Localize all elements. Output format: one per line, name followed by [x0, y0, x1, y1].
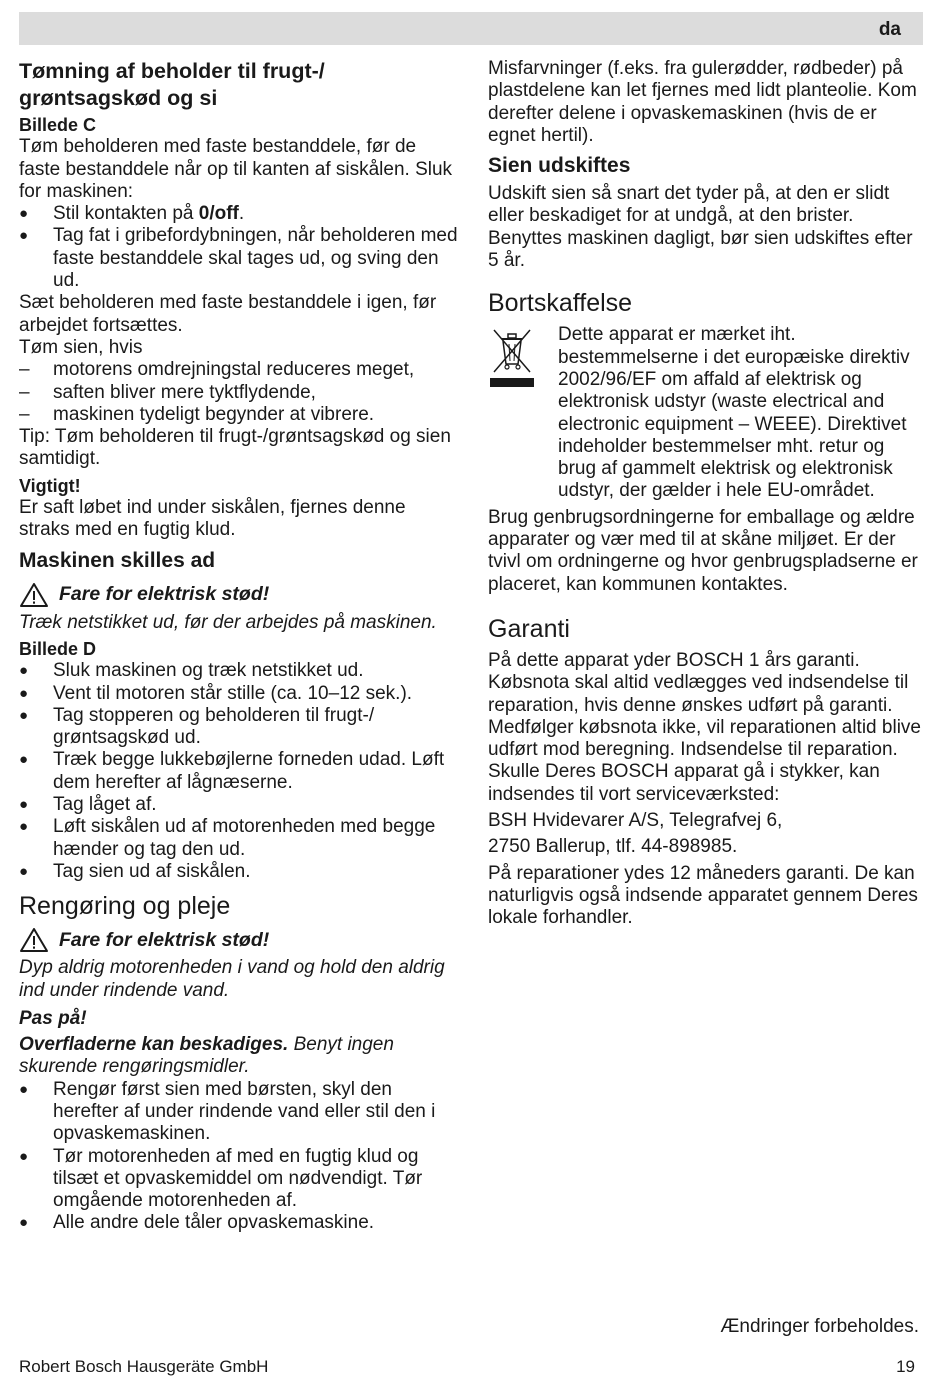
important-label: Vigtigt!: [19, 475, 81, 496]
discoloration-text: Misfarvninger (f.eks. fra gulerødder, rødbeder) på plastdelene kan let fjernes med lidt planteolie. Kom derefter delene i opvaskemaskinen (hvis de er egnet hertil).: [488, 58, 917, 146]
section-title-warranty: Garanti: [488, 614, 570, 643]
list-item: ● Tag låget af.: [19, 794, 459, 816]
list-item: – maskinen tydeligt begynder at vibrere.: [19, 404, 459, 426]
weee-block: [488, 324, 923, 502]
section-title-disassembly: Maskinen skilles ad: [19, 548, 216, 572]
list-item: ● Tag fat i gribefordybningen, når beholderen med faste bestanddele skal tages ud, og sving den ud.: [19, 225, 459, 292]
section-title-disposal: Bortskaffelse: [488, 289, 633, 318]
list-item: ● Alle andre dele tåler opvaskemaskine.: [19, 1212, 459, 1234]
list-item: ● Løft siskålen ud af motorenheden med begge hænder og tag den ud.: [19, 816, 459, 861]
sieve-conditions: [19, 359, 459, 426]
figure-ref-c: Billede C: [19, 115, 97, 135]
emptying-bullets: [19, 203, 459, 292]
list-item: ● Sluk maskinen og træk netstikket ud.: [19, 660, 459, 682]
figure-ref-d: Billede D: [19, 638, 97, 659]
weee-text: Dette apparat er mærket iht. bestemmelserne i det europæiske direktiv 2002/96/EF om affald af elektrisk og elektronisk udstyr (waste electrical and electronic equipment – WEEE). Direktivet indeholder bestemmelser mht. retur og brug af gammelt elektrisk og elektronisk udstyr, der gælder i hele EU-området.: [558, 324, 910, 502]
caution-text: Overfladerne kan beskadiges. Benyt ingen skurende rengøringsmidler.: [19, 1034, 394, 1078]
sieve-text: Udskift sien så snart det tyder på, at den er slidt eller beskadiget for at undgå, at den brister. Benyttes maskinen dagligt, bør sien udskiftes efter 5 år.: [488, 183, 913, 272]
page-number: 19: [896, 1357, 915, 1376]
header-bar: [19, 12, 923, 45]
list-item: ● Vent til motoren står stille (ca. 10–12 sek.).: [19, 683, 459, 705]
list-item: ● Tag stopperen og beholderen til frugt-/ grøntsagskød ud.: [19, 705, 459, 750]
list-item: – motorens omdrejningstal reduceres meget,: [19, 359, 459, 381]
right-column: [488, 58, 923, 930]
warranty-text: På reparationer ydes 12 måneders garanti. De kan naturligvis også indsende apparatet gennem Deres lokale forhandler.: [488, 862, 918, 929]
warning-electric-shock: [19, 927, 459, 953]
warranty-text: Skulle Deres BOSCH apparat gå i stykker, kan indsendes til vort serviceværksted:: [488, 761, 880, 805]
warning-text: Træk netstikket ud, før der arbejdes på maskinen.: [19, 611, 437, 633]
list-item: ● Tag sien ud af siskålen.: [19, 861, 459, 883]
weee-bin-icon: [488, 324, 550, 502]
warning-electric-shock: [19, 582, 459, 608]
list-item: ● Tør motorenheden af med en fugtig klud og tilsæt et opvaskemiddel om nødvendigt. Tør omgående motorenheden af.: [19, 1146, 459, 1213]
caution-label: Pas på!: [19, 1007, 87, 1029]
section-title-emptying: Tømning af beholder til frugt-/ grøntsagskød og si: [19, 59, 325, 110]
list-item: ● Træk begge lukkebøjlerne forneden udad. Løft dem herefter af lågnæserne.: [19, 749, 459, 794]
disassembly-bullets: [19, 660, 459, 883]
language-code: da: [878, 19, 901, 40]
empty-sieve-text: Tøm sien, hvis: [19, 336, 143, 358]
list-item: ● Stil kontakten på 0/off.: [19, 203, 459, 225]
warning-title: Fare for elektrisk stød!: [59, 929, 270, 952]
tip-text: Tip: Tøm beholderen til frugt-/grøntsagskød og sien samtidigt.: [19, 426, 451, 470]
service-address: 2750 Ballerup, tlf. 44-898985.: [488, 836, 738, 858]
warning-title: Fare for elektrisk stød!: [59, 583, 270, 606]
section-title-cleaning: Rengøring og pleje: [19, 892, 231, 921]
warning-triangle-icon: [19, 582, 49, 608]
changes-note: Ændringer forbeholdes.: [720, 1316, 919, 1337]
warranty-text: Købsnota skal altid vedlægges ved indsendelse til reparation, hvis denne ønskes udført på garanti. Medfølger købsnota ikke, vil reparationen altid blive udført mod beregning. Indsendelse til reparation.: [488, 672, 921, 761]
reinsert-text: Sæt beholderen med faste bestanddele i igen, før arbejdet fortsættes.: [19, 292, 437, 336]
warranty-text: På dette apparat yder BOSCH 1 års garanti.: [488, 649, 860, 671]
emptying-intro: Tøm beholderen med faste bestanddele, før de faste bestanddele når op til kanten af siskålen. Sluk for maskinen:: [19, 136, 453, 202]
warning-text: Dyp aldrig motorenheden i vand og hold den aldrig ind under rindende vand.: [19, 957, 445, 1001]
warning-triangle-icon: [19, 927, 49, 953]
disposal-text: Brug genbrugsordningerne for emballage og ældre apparater og vær med til at skåne miljøet. Er der tvivl om ordningerne og hvor genbrugspladserne er placeret, kan kommunen kontaktes.: [488, 506, 918, 595]
list-item: ● Rengør først sien med børsten, skyl den herefter af under rindende vand eller stil den i opvaskemaskinen.: [19, 1079, 459, 1146]
service-address: BSH Hvidevarer A/S, Telegrafvej 6,: [488, 810, 783, 832]
section-title-sieve: Sien udskiftes: [488, 154, 631, 178]
list-item: – saften bliver mere tyktflydende,: [19, 382, 459, 404]
left-column: [19, 58, 459, 1235]
important-text: Er saft løbet ind under siskålen, fjernes denne straks med en fugtig klud.: [19, 497, 406, 541]
footer-company: Robert Bosch Hausgeräte GmbH: [19, 1357, 269, 1376]
cleaning-bullets: [19, 1079, 459, 1235]
